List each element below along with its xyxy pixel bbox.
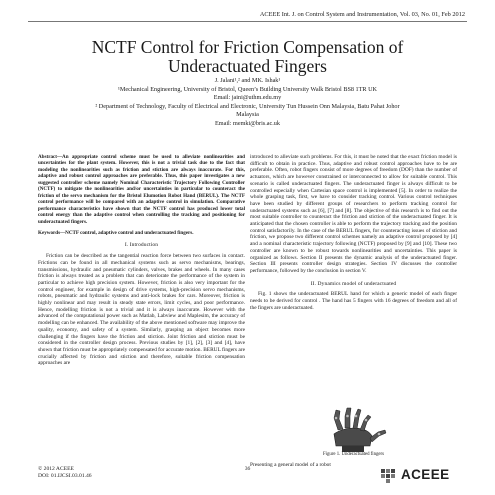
aceee-logo [379, 466, 459, 484]
email-1: Email: jaini@uthm.edu.my [213, 94, 282, 102]
affiliation-2: ² Department of Technology, Faculty of Electrical and Electronic, University Tun Hussein Onn Malaysia, Batu Pahat Johor [95, 102, 400, 110]
section-heading-dynamics: II. Dynamics model of underactuated [310, 280, 397, 287]
robot-hand-image [250, 406, 457, 452]
email-2: Email: memki@bris.ac.uk [215, 119, 280, 127]
author-block [0, 77, 495, 129]
affiliation-2-country: Malaysia [236, 111, 259, 119]
copyright: © 2012 ACEEE [38, 466, 74, 472]
abstract: Abstract—An appropriate control scheme must be used to alleviate nonlinearities and uncertainties for the plant system. However, this is not a trivial task due to the fact that modeling the nonlinearities such as friction and stiction are always inaccurate. For this, adaptive and robust control approaches are preferable. Thus, this paper investigates a new suggested controller scheme namely Nominal Characteristic Trajectory Following Controller (NCTF) to mitigate the nonlinearities and/or uncertainties in particular to counteract the friction of the servo mechanism for the Bristol Elumotion Robot Hand (BERUL). The NCTF control performance will be compared with an adaptive control in simulation. Comparative performance characteristics have shown that the NCTF control has produced lower total control energy than the adaptive control when controlling the tracking and positioning for underactuated fingers. [38, 154, 245, 225]
aceee-logo-mark [379, 466, 399, 484]
authors: J. Jalani¹,² and MK. Ishak¹ [214, 77, 281, 84]
affiliation-1: ¹Mechanical Engineering, University of Bristol, Queen’s Building University Walk Bristol BS8 1TR UK [117, 85, 378, 93]
doi: DOI: 01.IJCSI.03.01.46 [38, 473, 92, 479]
figure-1 [250, 406, 457, 457]
figure-caption: Figure 1. Underactuated fingers [322, 452, 384, 457]
paper-title [0, 38, 495, 76]
journal-header: ACEEE Int. J. on Control System and Instrumentation, Vol. 03, No. 01, Feb 2012 [259, 11, 465, 18]
section-heading-introduction: I. Introduction [124, 242, 159, 249]
right-paragraph-2: Fig. 1 shows the underactuated BERUL hand for which a generic model of each finger needs to be derived for control . The hand has 5 fingers with 16 degrees of freedom and all of the fingers are underactuated. [250, 291, 457, 311]
right-paragraph-1: introduced to alleviate such problems. For this, it must be noted that the exact friction model is difficult to obtain in practice. Thus, adaptive and robust control approaches have to be are preferable. Often, robot fingers consist of more degrees of freedom (DOF) than the number of actuators, which are however constrained or interconnected to allow for suitable control. This scenario is called underactuated fingers. The underactuated finger is always difficult to be controlled especially when Cartesian space control is implemented [5]. In order to realize the whole grasping task, first, we have to consider tracking control. Various control techniques have been studied by different groups of researchers to perform tracking control for underactuated systems such as [6], [7] and [8]. The objective of this research is to find out the most suitable controller to counteract the friction and stiction of the underactuated finger. It is anticipated that the chosen controller is able to perform the trajectory tracking and the position control satisfactorily. In the case of the BERUL fingers, for counteracting issues of stiction and friction, we propose two different control schemes namely an adaptive control proposed by [4] and a nominal characteristic trajectory following (NCTF) proposed by [9] and [10]. These two controller are known to be robust towards nonlinearities and uncertainties. This paper is organized as follows. Section II presents the dynamic analysis of the underactuated finger. Section III presents controller design strategies. Section IV discusses the controller performance, followed by the conclusion in section V. [250, 154, 457, 274]
left-column [38, 154, 245, 367]
title-line-2: Underactuated Fingers [168, 56, 327, 76]
right-column [250, 154, 457, 311]
title-line-1: NCTF Control for Friction Compensation of [91, 37, 404, 57]
introduction-text: Friction can be described as the tangential reaction force between two surfaces in contact. Frictions can be found in all mechanical systems such as servo mechanisms, bearings, transmissions, hydraulic and pneumatic cylinders, valves, brakes and wheels. In many cases friction is always treated as a problem that can deteriorate the performance of the system in particular to achieve high precision system. However, friction is also very important for the control engineer, for example in design of drive systems, high-precision servo mechanisms, robots, pneumatic and hydraulic systems and anti-lock brakes for cars. Moreover, friction is highly nonlinear and may result in steady state errors, limit cycles, and poor performance. Hence, modelling friction is not a trivial and it is always inaccurate. However with the advanced of the computational power such as Matlab, Labview and Maplesim, the accuracy of modelling can be enhanced. The availability of the above mentioned software may improve the quality, economy, and safety of a system. Similarly, grasping an object becomes more challenging if the fingers have the friction and stiction. Joint friction and stiction must be considered in the controller design process. Previous studies by [1], [2], [3] and [4], have shown that friction must be appropriately compensated for accurate motion. BERUL fingers are crucially affected by friction and stiction and therefore, suitable friction compensation approaches are [38, 253, 245, 367]
keywords: Keywords—NCTF control, adaptive control and underactuated fingers. [38, 229, 194, 236]
aceee-logo-text: ACEEE [401, 467, 450, 482]
page-number: 36 [244, 466, 251, 472]
header-rule [28, 21, 467, 22]
after-figure-text: Presenting a general model of a robot [250, 462, 331, 468]
